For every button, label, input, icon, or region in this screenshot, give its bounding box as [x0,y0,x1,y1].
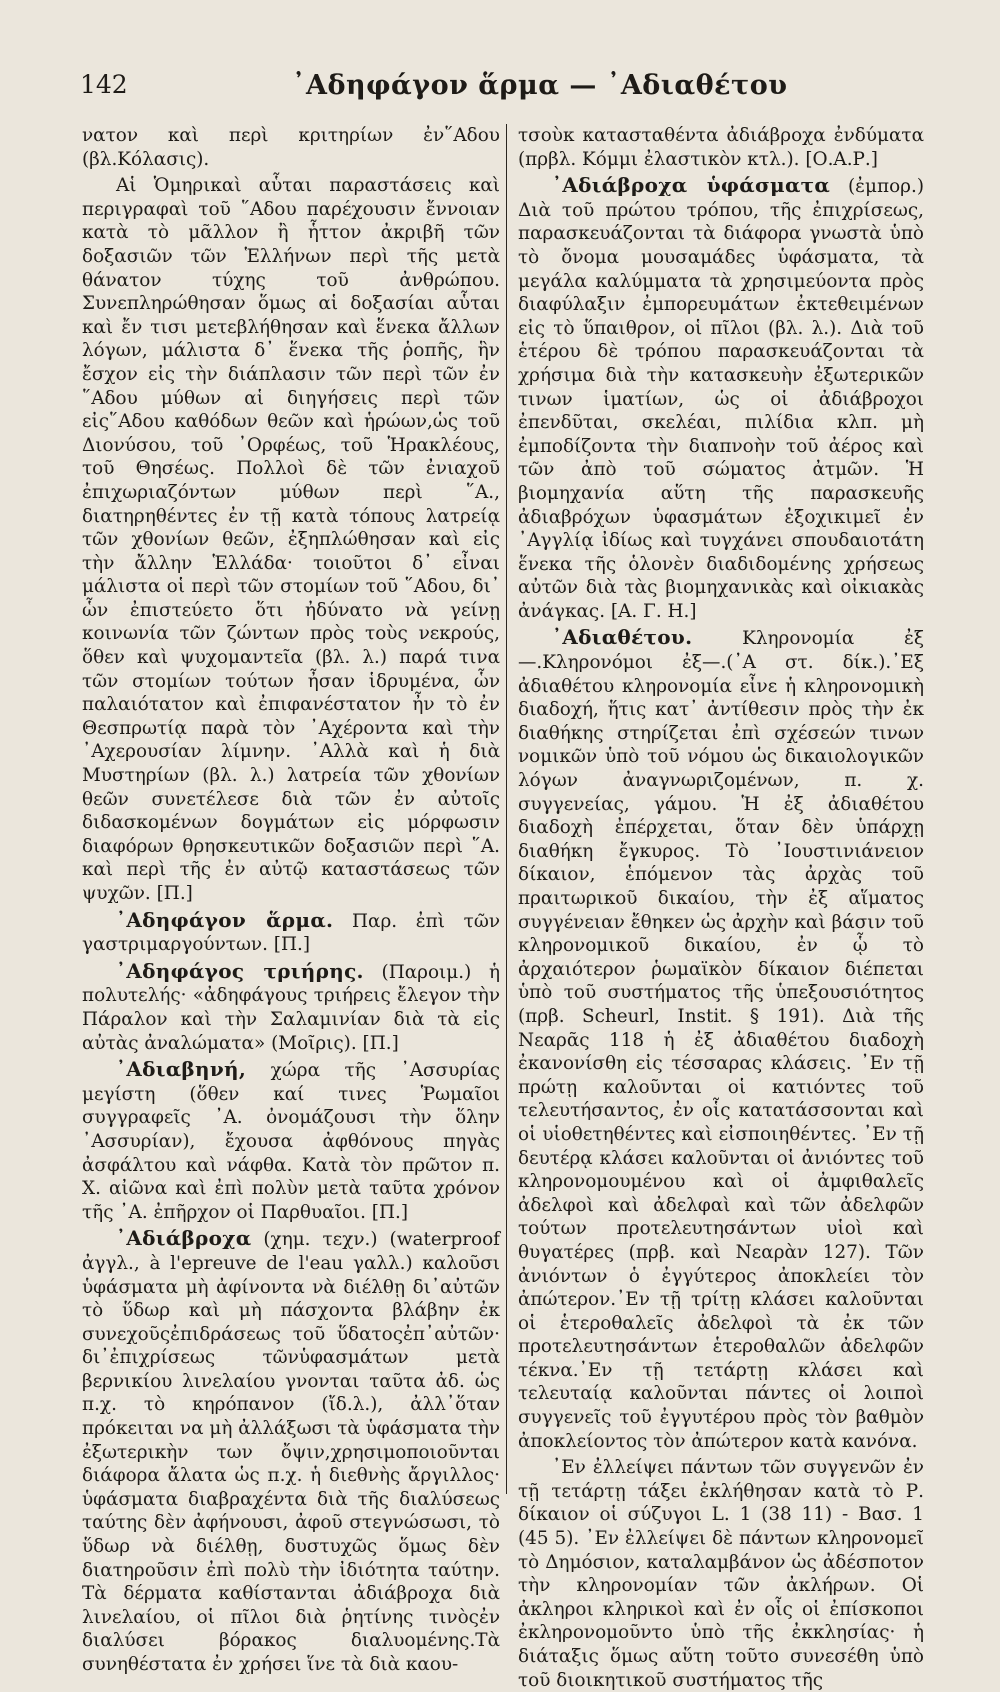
running-head: ᾿Αδηφάγον ἅρμα — ᾿Αδιαθέτου [292,70,788,101]
entry-text: Κληρονομία ἐξ—.Κληρονόμοι ἐξ—.(᾿Α στ. δίκ.).᾿Εξ ἀδιαθέτου κληρονομία εἶνε ἡ κληρονομικὴ διαδοχή, ἥτις κατ᾿ ἀντίθεσιν πρὸς τὴν ἐκ διαθήκης στηρίζεται ἐπὶ σχέσεών τινων νομικῶν ὑπὸ τοῦ νόμου ὡς δικαιολογικῶν λόγων ἀναγνωριζομένων, π. χ. συγγενείας, γάμου. Ἡ ἐξ ἀδιαθέτου διαδοχὴ ἐπέρχεται, ὅταν δὲν ὑπάρχῃ διαθήκη ἔγκυρος. Τὸ ᾿Ιουστινιάνειον δίκαιον, ἑπόμενον τὰς ἀρχὰς τοῦ πραιτωρικοῦ δικαίου, τὴν ἐξ αἵματος συγγένειαν ἔθηκεν ὡς ἀρχὴν καὶ βάσιν τοῦ κληρονομικοῦ δικαίου, ἐν ᾧ τὸ ἀρχαιότερον ῥωμαϊκὸν δίκαιον διέπεται ὑπὸ τοῦ συστήματος τῆς ὑπεξουσιότητος (πρβ. Scheurl, Instit. § 191). Διὰ τῆς Νεαρᾶς 118 ἡ ἐξ ἀδιαθέτου διαδοχὴ ἐκανονίσθη εἰς τέσσαρας κλάσεις. ᾿Εν τῇ πρώτῃ καλοῦνται οἱ κατιόντες τοῦ τελευτήσαντος, ἐν οἷς κατατάσσονται καὶ οἱ υἱοθετηθέντες καὶ εἰσποιηθέντες. ᾿Εν τῇ δευτέρᾳ κλάσει καλοῦνται οἱ ἀνιόντες τοῦ κληρονομουμένου καὶ οἱ ἀμφιθαλεῖς ἀδελφοὶ καὶ ἀδελφαὶ καὶ τῶν ἀδελφῶν τούτων προτελευτησάντων υἱοὶ καὶ θυγατέρες (πρβ. καὶ Νεαρὰν 127). Τῶν ἀνιόντων ὁ ἐγγύτερος ἀποκλείει τὸν ἀπώτερον.᾿Εν τῇ τρίτῃ κλάσει καλοῦνται οἱ ἑτεροθαλεῖς ἀδελφοὶ τὰ ἐκ τῶν προτελευτησάντων ἑτεροθαλῶν ἀδελφῶν τέκνα.᾿Εν τῇ τετάρτῃ κλάσει καὶ τελευταίᾳ καλοῦνται πάντες οἱ λοιποὶ συγγενεῖς τοῦ ἐγγυτέρου πρὸς τὸν βαθμὸν ἀποκλείοντος τὸν ἀπώτερον κατὰ κανόνα. [518,628,924,1452]
entry-headword: ᾿Αδιαβηνή, [116,1057,247,1082]
entry-text: (ἐμπορ.) Διὰ τοῦ πρώτου τρόπου, τῆς ἐπιχρίσεως, παρασκευάζονται τὰ διάφορα γνωστὰ ὑπὸ τὸ ὄνομα μουσαμάδες ὑφάσματα, τὰ μεγάλα καλύμματα τὰ χρησιμεύοντα πρὸς διαφύλαξιν ἐμπορευμάτων ἐκτεθειμένων εἰς τὸ ὕπαιθρον, οἱ πῖλοι (βλ. λ.). Διὰ τοῦ ἑτέρου δὲ τρόπου παρασκευάζονται τὰ χρήσιμα διὰ τὴν κατασκευὴν ἐξωτερικῶν τινων ἱματίων, ὡς οἱ ἀδιάβροχοι ἐπενδῦται, σκελέαι, πιλίδια κλπ. μὴ ἐμποδίζοντα τὴν διαπνοὴν τοῦ ἀέρος καὶ τῶν ἀπὸ τοῦ σώματος ἀτμῶν. Ἡ βιομηχανία αὕτη τῆς παρασκευῆς ἀδιαβρόχων ὑφασμάτων ἐξοχικιμεῖ ἐν ᾿Αγγλίᾳ ἰδίως καὶ τυγχάνει σπουδαιοτάτη ἕνεκα τῆς ὁλονὲν διαδιδομένης χρήσεως αὐτῶν διὰ τὰς βιομηχανικὰς καὶ οἰκιακὰς ἀνάγκας. [Α. Γ. Η.] [518,176,924,622]
page-header [0,66,1000,106]
dictionary-entry [82,960,500,1055]
entry-headword: ᾿Αδιαθέτου. [552,625,693,650]
entry-headword: ᾿Αδηφάγον ἅρμα. [116,907,334,932]
dictionary-entry [82,1227,500,1676]
entry-headword: ᾿Αδιάβροχα ὑφάσματα [552,173,831,198]
paragraph: Αἱ Ὁμηρικαὶ αὗται παραστάσεις καὶ περιγραφαὶ τοῦ ῞Αδου παρέχουσιν ἔννοιαν κατὰ τὸ μᾶλλον ἢ ἧττον ἀκριβῆ τῶν δοξασιῶν τῶν Ἑλλήνων περὶ τῆς μετὰ θάνατον τύχης τοῦ ἀνθρώπου. Συνεπληρώθησαν ὅμως αἱ δοξασίαι αὗται καὶ ἔν τισι μετεβλήθησαν καὶ ἕνεκα ἄλλων λόγων, μάλιστα δ᾿ ἕνεκα τῆς ῥοπῆς, ἣν ἔσχον εἰς τὴν διάπλασιν τῶν περὶ τῶν ἐν ῞Αδου μύθων αἱ διηγήσεις περὶ τῶν εἰς῞Αδου καθόδων θεῶν καὶ ἡρώων,ὡς τοῦ Διονύσου, τοῦ ᾿Ορφέως, τοῦ Ἡρακλέους, τοῦ Θησέως. Πολλοὶ δὲ τῶν ἐνιαχοῦ ἐπιχωριαζόντων μύθων περὶ ῞Α., διατηρηθέντες ἐν τῇ κατὰ τόπους λατρείᾳ τῶν χθονίων θεῶν, ἐξηπλώθησαν καὶ εἰς τὴν ἄλλην Ἑλλάδα· τοιοῦτοι δ᾿ εἶναι μάλιστα οἱ περὶ τῶν στομίων τοῦ ῞Αδου, δι᾿ ὧν ἐπιστεύετο ὅτι ἠδύνατο νὰ γείνῃ κοινωνία τῶν ζώντων πρὸς τοὺς νεκρούς, ὅθεν καὶ ψυχομαντεῖα (βλ. λ.) παρά τινα τῶν στομίων τούτων ἦσαν ἱδρυμένα, ὧν παλαιότατον καὶ ἐπιφανέστατον ἦν τὸ ἐν Θεσπρωτίᾳ παρὰ τὸν ᾿Αχέροντα καὶ τὴν ᾿Αχερουσίαν λίμνην. ᾿Αλλὰ καὶ ἡ διὰ Μυστηρίων (βλ. λ.) λατρεία τῶν χθονίων θεῶν συνετέλεσε διὰ τῶν ἐν αὐτοῖς διδασκομένων δογμάτων εἰς μόρφωσιν διαφόρων θρησκευτικῶν δοξασιῶν περὶ ῞Α. καὶ περὶ τῆς ἐν αὐτῷ καταστάσεως τῶν ψυχῶν. [Π.] [82,175,500,904]
dictionary-entry [518,626,924,1453]
entry-text: (Παροιμ.) ἡ πολυτελής· «ἀδηφάγους τριήρεις ἔλεγον τὴν Πάραλον καὶ τὴν Σαλαμινίαν διὰ τὰ εἰς αὐτὰς ἀναλώματα» (Μοῖρις). [Π.] [82,961,500,1054]
right-column [518,124,924,1692]
entry-text: Παρ. ἐπὶ τῶν γαστριμαργούντων. [Π.] [82,910,500,956]
entry-headword: ᾿Αδιάβροχα [116,1226,252,1251]
paragraph: ᾿Εν ἐλλείψει πάντων τῶν συγγενῶν ἐν τῇ τετάρτῃ τάξει ἐκλήθησαν κατὰ τὸ Ρ. δίκαιον οἱ σύζυγοι L. 1 (38 11) - Βασ. 1 (45 5). ᾿Εν ἐλλείψει δὲ πάντων κληρονομεῖ τὸ Δημόσιον, καταλαμβάνον ὡς ἀδέσποτον τὴν κληρονομίαν τῶν ἀκλήρων. Οἱ ἀκληροι κληρικοὶ καὶ ἐν οἷς οἱ ἐπίσκοποι ἐκληρονομοῦντο ὑπὸ τῆς ἐκκλησίας· ἡ διάταξις ὅμως αὕτη τοῦτο συνεσέθη ὑπὸ τοῦ διοικητικοῦ συστήματος τῆς [518,1457,924,1691]
entry-text: χώρα τῆς ᾿Ασσυρίας μεγίστη (ὅθεν καί τινες Ῥωμαῖοι συγγραφεῖς ᾿Α. ὀνομάζουσι τὴν ὅλην ᾿Ασσυρίαν), ἔχουσα ἀφθόνους πηγὰς ἀσφάλτου καὶ νάφθα. Κατὰ τὸν πρῶτον π. Χ. αἰῶνα καὶ ἐπὶ πολὺν μετὰ ταῦτα χρόνον τῆς ᾿Α. ἐπῆρχον οἱ Παρθυαῖοι. [Π.] [82,1060,500,1223]
dictionary-entry [518,174,924,623]
page-number: 142 [80,70,128,99]
entry-headword: ᾿Αδηφάγος τριήρης. [116,958,364,983]
paragraph: νατον καὶ περὶ κριτηρίων ἐν῞Αδου (βλ.Κόλασις). [82,125,500,170]
paragraph: τσοὺκ κατασταθέντα ἀδιάβροχα ἐνδύματα (πρβλ. Κόμμι ἐλαστικὸν κτλ.). [Ο.Α.Ρ.] [518,125,924,170]
column-divider [506,124,507,1494]
left-column [82,124,500,1677]
entry-text: (χημ. τεχν.) (waterproof ἀγγλ., à l'epreuve de l'eau γαλλ.) καλοῦσι ὑφάσματα μὴ ἀφίνοντα νὰ διέλθῃ δι᾿αὐτῶν τὸ ὕδωρ καὶ μὴ πάσχοντα βλάβην ἐκ συνεχοῦςἐπιδράσεως τοῦ ὕδατοςἐπ᾿αὐτῶν· δι᾿ἐπιχρίσεως τῶνὑφασμάτων μετὰ βερνικίου λινελαίου γνονται ταῦτα ἀδ. ὡς π.χ. τὸ κηρόπανον (ἴδ.λ.), ἀλλ᾿ὅταν πρόκειται να μὴ ἀλλάξωσι τὰ ὑφάσματα τὴν ἐξωτερικὴν των ὄψιν,χρησιμοποιοῦνται διάφορα ἄλατα ὡς π.χ. ἡ διεθνὴς ἄργιλλος· ὑφάσματα διαβραχέντα διὰ τῆς διαλύσεως ταύτης δὲν ἀφήνουσι, ἀφοῦ στεγνώσωσι, τὸ ὕδωρ νὰ διέλθῃ, δυστυχῶς ὅμως δὲν διατηροῦσιν ἐπὶ πολὺ τὴν ἰδιότητα ταύτην. Τὰ δέρματα καθίστανται ἀδιάβροχα διὰ λινελαίου, οἱ πῖλοι διὰ ῥητίνης τινὸςἐν διαλύσει βόρακος διαλυομένης.Τὰ συνηθέστατα ἐν χρήσει ἵνε τὰ διὰ καου- [82,1229,500,1675]
dictionary-entry [82,1058,500,1224]
dictionary-entry [82,909,500,957]
